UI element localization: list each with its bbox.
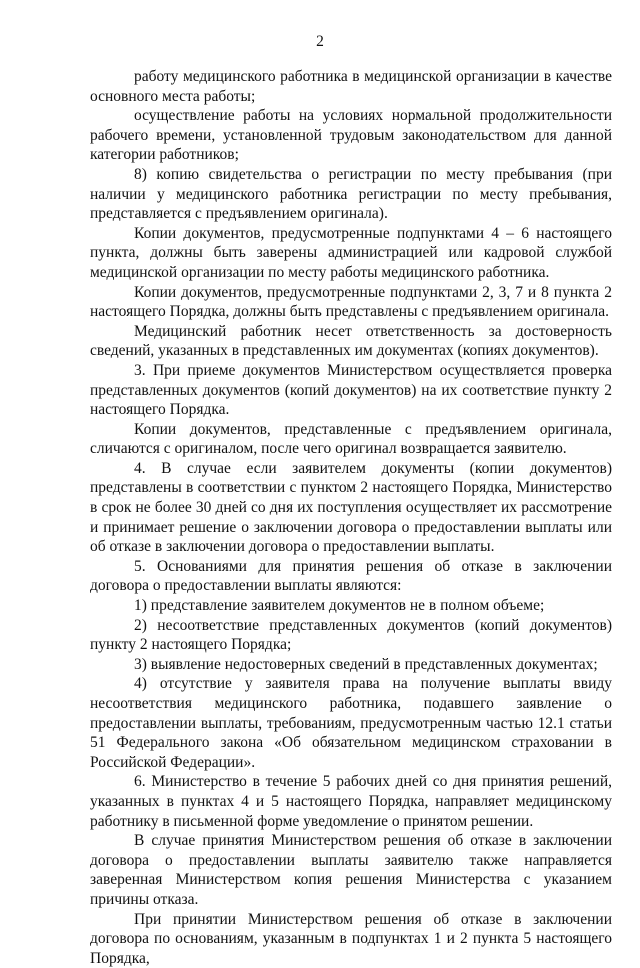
paragraph: 4. В случае если заявителем документы (копии документов) представлены в соответствии с пунктом 2 настоящего Порядка, Министерство в срок не более 30 дней со дня их поступления осуществляет их рассмотрение и принимает решение о заключении договора о предоставлении выплаты или об отказе в заключении договора о предоставлении выплаты.: [90, 459, 612, 556]
paragraph: Медицинский работник несет ответственность за достоверность сведений, указанных в представленных им документах (копиях документов).: [90, 322, 612, 360]
list-item: 2) несоответствие представленных документов (копий документов) пункту 2 настоящего Порядка;: [90, 616, 612, 654]
paragraph: При принятии Министерством решения об отказе в заключении договора по основаниям, указанным в подпунктах 1 и 2 пункта 5 настоящего Порядка,: [90, 910, 612, 967]
paragraph: 5. Основаниями для принятия решения об отказе в заключении договора о предоставлении выплаты являются:: [90, 557, 612, 595]
paragraph: В случае принятия Министерством решения об отказе в заключении договора о предоставлении выплаты заявителю также направляется заверенная Министерством копия решения Министерства с указанием причины отказа.: [90, 832, 612, 908]
paragraph: Копии документов, предусмотренные подпунктами 2, 3, 7 и 8 пункта 2 настоящего Порядка, должны быть представлены с предъявлением оригинала.: [90, 283, 612, 321]
page-number: 2: [316, 33, 324, 50]
list-item: 4) отсутствие у заявителя права на получение выплаты ввиду несоответствия медицинского работника, подавшего заявление о предоставлении выплаты, требованиям, предусмотренным частью 12.1 статьи 51 Федерального закона «Об обязательном медицинском страховании в Российской Федерации».: [90, 675, 612, 771]
paragraph: Копии документов, представленные с предъявлением оригинала, сличаются с оригиналом, после чего оригинал возвращается заявителю.: [90, 420, 612, 458]
paragraph: 8) копию свидетельства о регистрации по месту пребывания (при наличии у медицинского работника регистрации по месту пребывания, представляется с предъявлением оригинала).: [90, 165, 612, 223]
paragraph: осуществление работы на условиях нормальной продолжительности рабочего времени, установленной трудовым законодательством для данной категории работников;: [90, 107, 612, 164]
paragraph: 3. При приеме документов Министерством осуществляется проверка представленных документов (копий документов) на их соответствие пункту 2 настоящего Порядка.: [90, 361, 612, 419]
paragraph: Копии документов, предусмотренные подпунктами 4 – 6 настоящего пункта, должны быть заверены администрацией или кадровой службой медицинской организации по месту работы медицинского работника.: [90, 224, 612, 281]
list-item: 3) выявление недостоверных сведений в представленных документах;: [134, 655, 598, 673]
document-body: [90, 67, 612, 968]
paragraph: 6. Министерство в течение 5 рабочих дней со дня принятия решений, указанных в пунктах 4 и 5 настоящего Порядка, направляет медицинскому работнику в письменной форме уведомление о принятом решении.: [90, 773, 612, 830]
paragraph: работу медицинского работника в медицинской организации в качестве основного места работы;: [90, 68, 612, 105]
list-item: 1) представление заявителем документов не в полном объеме;: [134, 597, 545, 615]
